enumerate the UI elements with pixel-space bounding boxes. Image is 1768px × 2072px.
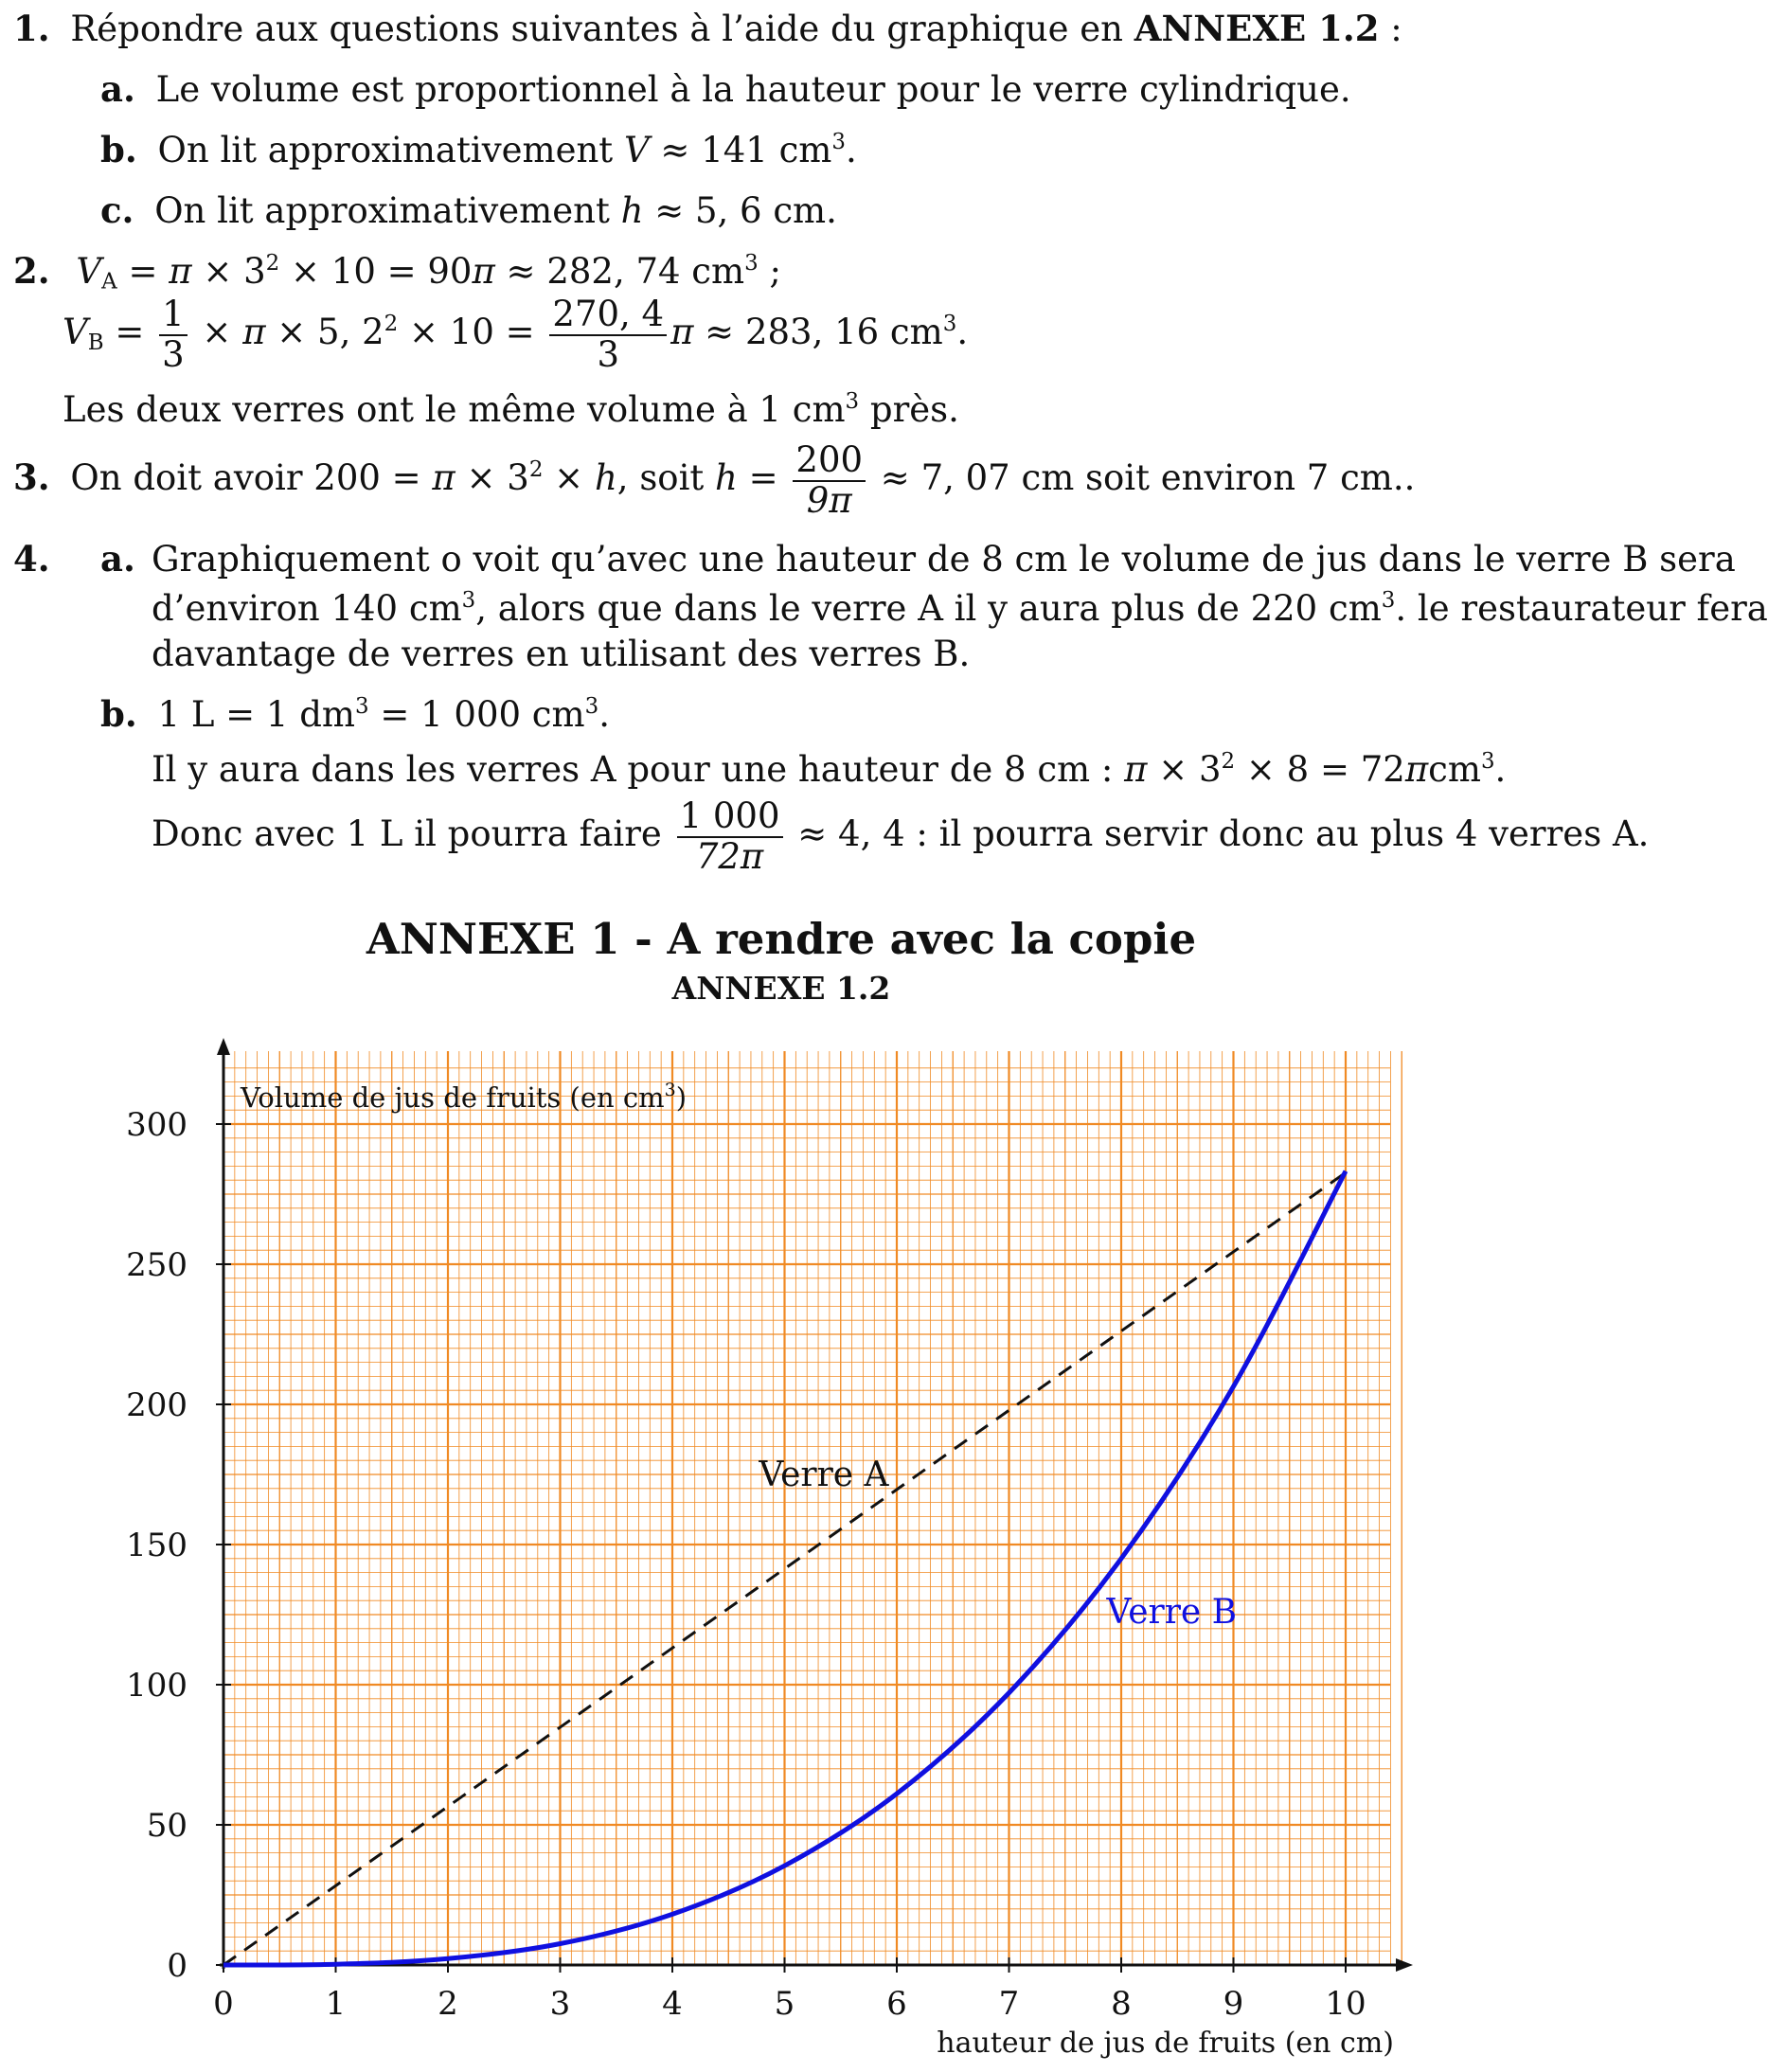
y-tick-label: 50 <box>146 1807 188 1845</box>
q4-number: 4. <box>13 538 50 580</box>
q2-va-pi2: π <box>472 251 495 292</box>
q4a-l2-exp2: 3 <box>1381 587 1396 613</box>
q2-vb-frac2-den: 3 <box>597 333 620 375</box>
q2-va-var: V <box>76 251 102 292</box>
q2-vb-fraction <box>159 295 188 374</box>
q4b-label: b. <box>100 693 137 735</box>
verre-a-label: Verre A <box>759 1455 889 1494</box>
x-tick-label: 4 <box>662 1985 683 2023</box>
q3-line <box>13 441 1415 520</box>
q2-vb-exp: 2 <box>384 311 399 336</box>
q4b-line1 <box>100 693 610 735</box>
q4b-l1-mid: = 1 000 cm <box>368 694 585 735</box>
q1b-exp: 3 <box>831 129 846 154</box>
q2-va-end: ; <box>758 251 781 292</box>
q2-vb-var: V <box>63 312 88 353</box>
q2-conclusion-post: près. <box>859 389 959 430</box>
q1-annexe-ref: ANNEXE 1.2 <box>1134 8 1380 49</box>
x-axis-label: hauteur de jus de fruits (en cm) <box>937 2027 1394 2060</box>
y-tick-label: 0 <box>167 1947 188 1985</box>
q2-vb-fraction2 <box>549 295 667 374</box>
q4a-text1: Graphiquement o voit qu’avec une hauteur de 8 cm le volume de jus dans le verre B sera <box>152 539 1736 580</box>
q4a-l2-pre: d’environ 140 cm <box>152 588 462 629</box>
q2-va-e1: = <box>116 251 170 292</box>
q2-vb-m1: × <box>190 312 243 353</box>
q2-vb-frac-den: 3 <box>162 333 185 375</box>
q1b-label: b. <box>100 129 137 170</box>
q3-frac-num: 200 <box>793 441 866 482</box>
q4b-l2-mid3: cm <box>1428 749 1481 790</box>
q2-vb-m3: × 10 = <box>398 312 546 353</box>
q2-number: 2. <box>13 250 50 292</box>
x-tick-label: 3 <box>549 1985 571 2023</box>
q2-vb-exp2: 3 <box>942 311 957 336</box>
q2-conclusion <box>63 388 959 430</box>
q1c-line <box>100 189 837 231</box>
q1-text: Répondre aux questions suivantes à l’aide du graphique en <box>70 9 1134 49</box>
q1b-end: . <box>845 130 857 170</box>
q4b-l2-pi: π <box>1124 749 1148 790</box>
q2-vb-frac-num: 1 <box>159 295 188 336</box>
q2-vb-pi2: π <box>670 312 694 353</box>
q2-vb-m2: × 5, 2 <box>265 312 384 353</box>
x-tick-label: 0 <box>213 1985 234 2023</box>
q1b-pre: On lit approximativement <box>157 130 624 170</box>
y-axis-arrow-icon <box>217 1038 230 1055</box>
y-tick-label: 200 <box>126 1386 188 1424</box>
q1a-text: Le volume est proportionnel à la hauteur pour le verre cylindrique. <box>155 69 1351 110</box>
q2-va-sub: A <box>101 269 117 295</box>
q4b-frac-den: 72π <box>695 835 764 877</box>
q2-va-e2: × 3 <box>191 251 266 292</box>
q3-mid2: × <box>543 457 595 499</box>
q2-vb-pi: π <box>242 312 266 353</box>
q1-colon: : <box>1379 9 1402 49</box>
q2-vb-end1: ≈ 283, 16 cm <box>693 312 943 353</box>
verre-b-label: Verre B <box>1106 1592 1238 1632</box>
x-tick-label: 9 <box>1223 1985 1244 2023</box>
q2-va-pi: π <box>169 251 192 292</box>
q4a-l2-post: . le restaurateur fera <box>1395 588 1768 629</box>
q4b-line2 <box>152 748 1507 790</box>
q2-va-line <box>13 250 781 295</box>
y-axis-label: Volume de jus de fruits (en $cm^3$) <box>241 1080 688 1115</box>
x-tick-label: 8 <box>1111 1985 1132 2023</box>
q3-exp: 2 <box>528 456 544 482</box>
q2-conclusion-pre: Les deux verres ont le même volume à 1 cm <box>63 389 846 430</box>
q4b-l2-mid2: × 8 = 72 <box>1235 749 1405 790</box>
q2-vb-sub: B <box>87 330 104 355</box>
q2-va-e4: ≈ 282, 74 cm <box>494 251 745 292</box>
q4a-line1 <box>13 538 1736 580</box>
y-tick-label: 100 <box>126 1667 188 1705</box>
q2-vb-eq: = <box>103 312 156 353</box>
q4a-l3: davantage de verres en utilisant des verres B. <box>152 634 971 674</box>
y-tick-label: 250 <box>126 1246 188 1284</box>
q1b-post: ≈ 141 cm <box>649 130 832 170</box>
q4b-l2-pi2: π <box>1404 749 1429 790</box>
x-tick-label: 7 <box>998 1985 1020 2023</box>
q2-va-exp: 2 <box>265 250 280 276</box>
y-tick-label: 150 <box>126 1527 188 1564</box>
q2-conclusion-exp: 3 <box>845 388 860 414</box>
q4b-l1-exp: 3 <box>355 693 369 719</box>
x-tick-label: 6 <box>886 1985 907 2023</box>
q1c-post: ≈ 5, 6 cm. <box>643 190 837 231</box>
q3-pre: On doit avoir 200 = <box>70 457 433 499</box>
chart-grid <box>223 1051 1402 1965</box>
x-tick-label: 5 <box>774 1985 795 2023</box>
q4b-l1-pre: 1 L = 1 dm <box>157 694 355 735</box>
q2-vb-end2: . <box>956 312 969 353</box>
annexe-subtitle: ANNEXE 1.2 <box>671 970 891 1007</box>
volume-chart <box>0 1032 1611 2072</box>
q1-line <box>13 8 1402 49</box>
q4b-l2-pre: Il y aura dans les verres A pour une hauteur de 8 cm : <box>152 749 1125 790</box>
q4b-l1-post: . <box>598 694 610 735</box>
q1b-var: V <box>623 130 650 170</box>
q1-number: 1. <box>13 8 50 49</box>
x-axis-arrow-icon <box>1396 1958 1413 1972</box>
q3-h2: h <box>715 457 738 499</box>
q4a-line2 <box>152 587 1768 629</box>
q1b-line <box>100 129 857 170</box>
q4b-l2-post: . <box>1494 749 1507 790</box>
x-tick-label: 10 <box>1325 1985 1366 2023</box>
chart-labels <box>126 1080 1394 2060</box>
q3-post: ≈ 7, 07 cm soit environ 7 cm.. <box>869 457 1416 499</box>
q3-frac-den: 9π <box>806 479 852 521</box>
q3-fraction <box>793 441 866 520</box>
q3-mid: × 3 <box>455 457 529 499</box>
q2-va-exp2: 3 <box>744 250 759 276</box>
q1c-var: h <box>620 190 644 231</box>
q3-h: h <box>594 457 617 499</box>
q4b-l2-exp2: 3 <box>1480 748 1495 774</box>
q4a-l2-mid: , alors que dans le verre A il y aura plus de 220 cm <box>475 588 1382 629</box>
q4b-l3-post: ≈ 4, 4 : il pourra servir donc au plus 4 verres A. <box>786 813 1650 855</box>
q4b-frac-num: 1 000 <box>677 797 783 838</box>
q3-mid3: , soit <box>616 457 716 499</box>
q4b-l1-exp2: 3 <box>584 693 599 719</box>
q3-eq: = <box>737 457 790 499</box>
q1a-line <box>100 68 1351 110</box>
q3-pi: π <box>432 457 455 499</box>
q1c-pre: On lit approximativement <box>154 190 621 231</box>
y-tick-label: 300 <box>126 1106 188 1144</box>
x-tick-label: 2 <box>438 1985 458 2023</box>
q2-vb-frac2-num: 270, 4 <box>549 295 667 336</box>
q2-vb-line <box>63 295 968 374</box>
q1c-label: c. <box>100 189 134 231</box>
q4a-l2-exp: 3 <box>461 587 476 613</box>
q4a-label: a. <box>100 538 135 580</box>
x-tick-label: 1 <box>325 1985 347 2023</box>
q4b-line3 <box>152 797 1649 876</box>
q4b-fraction <box>677 797 783 876</box>
q1a-label: a. <box>100 68 135 110</box>
annexe-title: ANNEXE 1 - A rendre avec la copie <box>366 914 1197 964</box>
q4a-line3 <box>152 634 971 674</box>
q4b-l2-mid: × 3 <box>1147 749 1222 790</box>
q3-number: 3. <box>13 456 50 499</box>
q4b-l3-pre: Donc avec 1 L il pourra faire <box>152 813 673 855</box>
q2-va-e3: × 10 = 90 <box>279 251 473 292</box>
q4b-l2-exp: 2 <box>1221 748 1236 774</box>
